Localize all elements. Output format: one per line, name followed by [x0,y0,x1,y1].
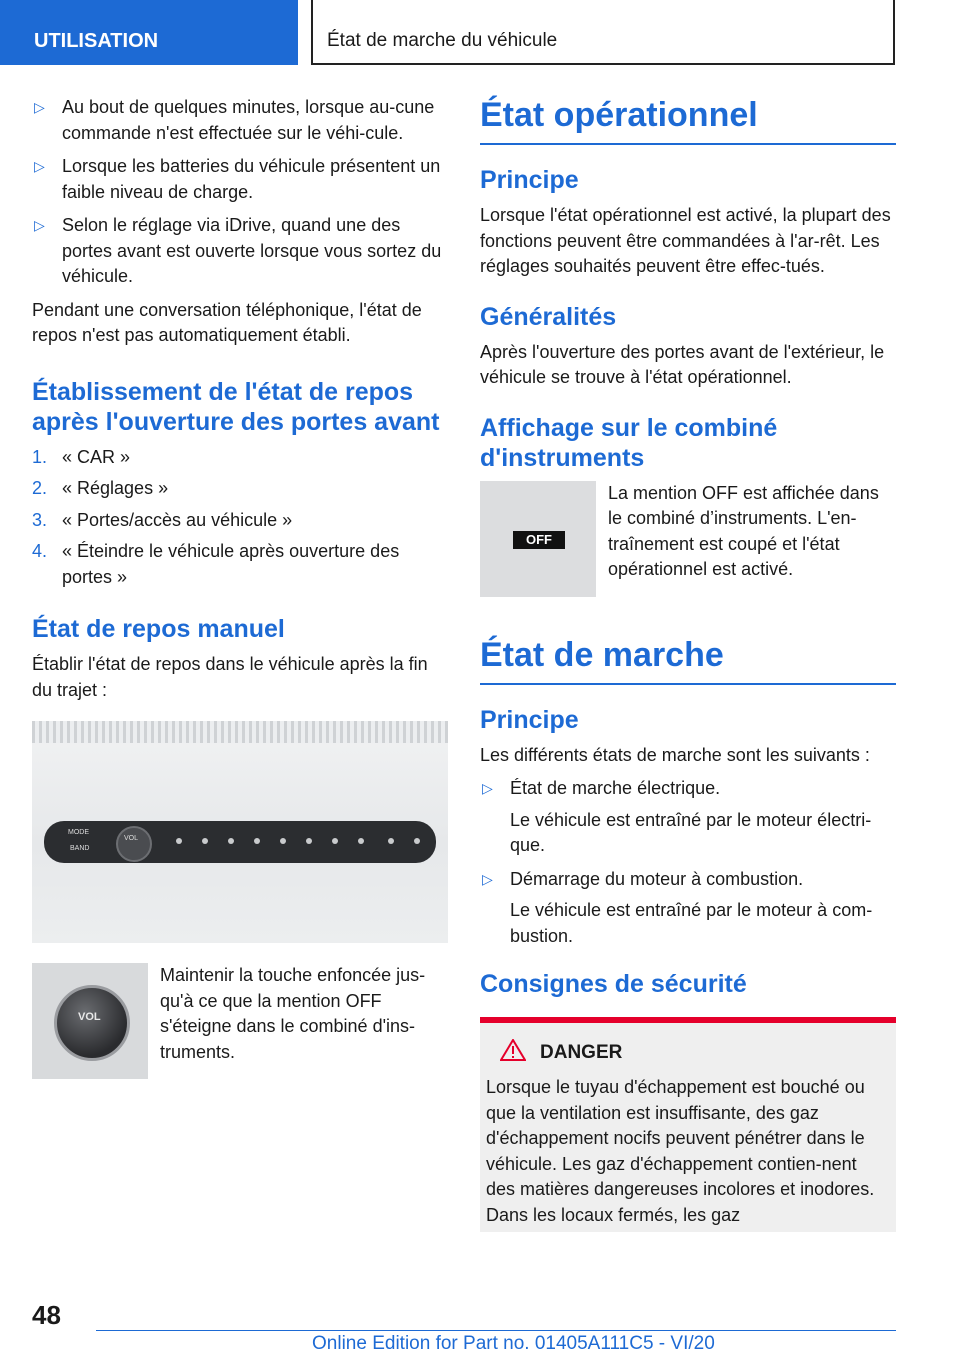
heading-principe-1: Principe [480,166,579,194]
paragraph-affichage: La mention OFF est affichée dans le combiné d’instruments. L'en-traînement est coupé et l'état opérationnel est activé. [608,482,879,579]
triangle-bullet-icon: ▷ [34,217,45,233]
heading-affichage: Affichage sur le combiné d'instruments [480,413,778,472]
right-column [480,95,896,1232]
preset-key [202,838,208,844]
footer-edition: Online Edition for Part no. 01405A111C5 - VI/20 [312,1333,715,1354]
knob-image [54,985,130,1061]
preset-key [306,838,312,844]
page-number: 48 [32,1300,61,1330]
list-item: ▷ Selon le réglage via iDrive, quand une des portes avant est ouverte lorsque vous sortez du véhicule. [34,215,442,286]
heading-principe-2: Principe [480,705,579,734]
skip-key [414,838,420,844]
heading-consignes: Consignes de sécurité [480,970,747,998]
list-item: ▷ Démarrage du moteur à combustion. Le véhicule est entraîné par le moteur à com-bustion. [482,868,873,946]
console-photo [32,721,448,943]
paragraph-knob: Maintenir la touche enfoncée jus-qu'à ce que la mention OFF s'éteigne dans le combiné d'ins-truments. [160,965,426,1062]
triangle-bullet-icon: ▷ [482,780,493,796]
preset-key [176,838,182,844]
section-tab: UTILISATION [0,0,298,65]
step-item: 2. « Réglages » [32,478,169,498]
footer-rule [96,1330,896,1331]
list-item: ▷ État de marche électrique. Le véhicule est entraîné par le moteur électri-que. [482,778,872,855]
warning-triangle-icon [500,1039,526,1067]
danger-title: DANGER [540,1042,623,1063]
heading-marche: État de marche [480,635,896,685]
preset-key [358,838,364,844]
danger-box [480,1023,896,1232]
off-display-photo [480,481,596,597]
step-item: 1. « CAR » [32,446,131,467]
page-title: État de marche du véhicule [311,0,895,65]
preset-key [254,838,260,844]
heading-operationnel: État opérationnel [480,95,896,145]
radio-panel-image: MODE BAND VOL [44,821,436,863]
step-item: 4. « Éteindre le véhicule après ouverture des portes » [32,541,400,587]
list-item: ▷ Au bout de quelques minutes, lorsque au-cune commande n'est effectuée sur le véhi-cule. [34,97,435,143]
heading-etablissement: Établissement de l'état de repos après l'ouverture des portes avant [32,377,440,436]
triangle-bullet-icon: ▷ [34,158,45,174]
danger-text: Lorsque le tuyau d'échappement est bouché ou que la ventilation est insuffisante, des gaz d'échappement nocifs peuvent pénétrer dans le véhicule. Les gaz d'échappement contien-nent des matières dangereuses incolores et inodores. Dans les locaux fermés, les gaz [486,1077,875,1225]
preset-key [332,838,338,844]
triangle-bullet-icon: ▷ [34,99,45,115]
vol-knob-photo: VOL [32,963,148,1079]
paragraph-manuel: Établir l'état de repos dans le véhicule après la fin du trajet : [32,654,428,700]
paragraph-principe-1: Lorsque l'état opérationnel est activé, la plupart des fonctions peuvent être commandées à l'ar-rêt. Les réglages souhaités peuvent être effec-tués. [480,205,891,276]
paragraph-generalites: Après l'ouverture des portes avant de l'extérieur, le véhicule se trouve à l'état opérationnel. [480,341,885,387]
left-column [32,95,448,1087]
triangle-bullet-icon: ▷ [482,870,493,887]
off-indicator: OFF [513,531,565,549]
step-item: 3. « Portes/accès au véhicule » [32,509,293,530]
air-vent-image [32,721,448,743]
skip-key [388,838,394,844]
volume-knob-image [116,826,152,862]
preset-key [228,838,234,844]
preset-key [280,838,286,844]
paragraph-principe-2: Les différents états de marche sont les suivants : [480,744,870,765]
paragraph-phone: Pendant une conversation téléphonique, l'état de repos n'est pas automatiquement établi. [32,299,422,345]
heading-generalites: Généralités [480,302,617,331]
heading-manuel: État de repos manuel [32,615,285,643]
list-item: ▷ Lorsque les batteries du véhicule présentent un faible niveau de charge. [34,156,441,202]
